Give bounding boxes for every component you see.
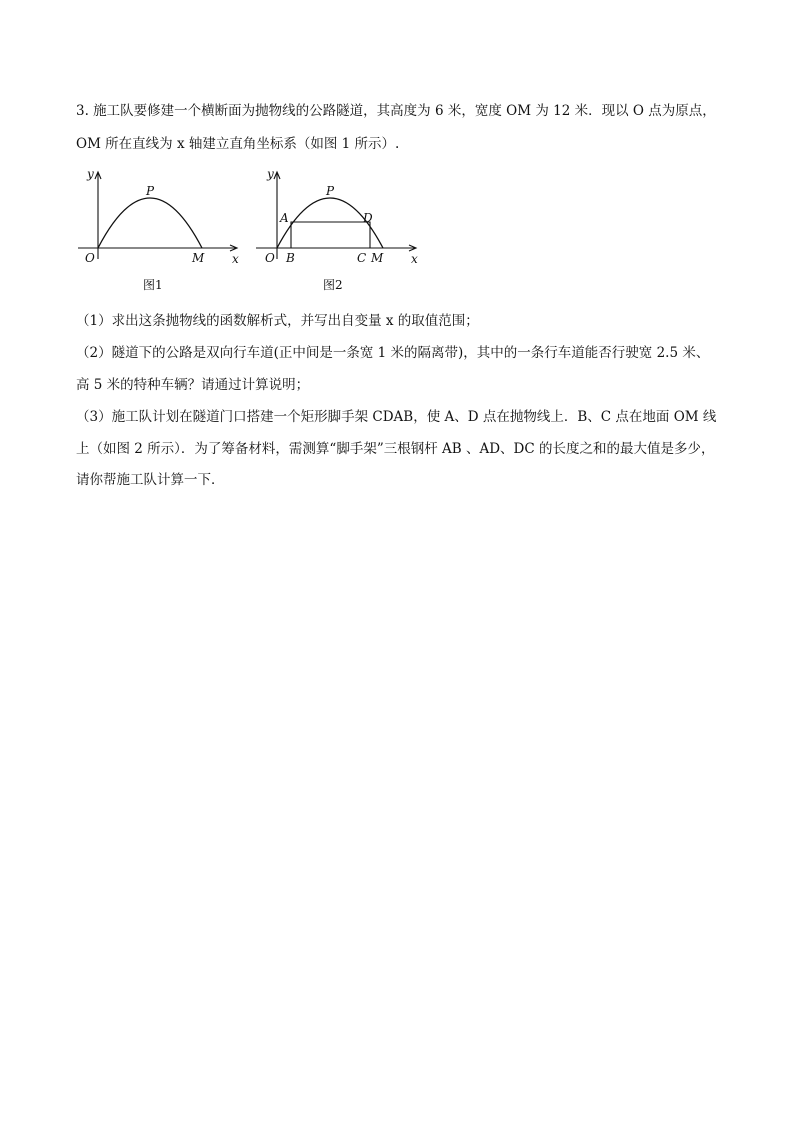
- fig2-caption: 图2: [323, 278, 343, 292]
- fig2-label-x: x: [411, 252, 418, 266]
- fig1-label-origin: O: [85, 251, 95, 265]
- problem-statement-line-1: 3. 施工队要修建一个横断面为抛物线的公路隧道，其高度为 6 米，宽度 OM 为 12 米．现以 O 点为原点，: [76, 103, 716, 119]
- question-2-line-2: 高 5 米的特种车辆？请通过计算说明；: [76, 377, 310, 393]
- question-2-line-1: （2）隧道下的公路是双向行车道(正中间是一条宽 1 米的隔离带)，其中的一条行车道能否行驶宽 2.5 米、: [76, 345, 710, 361]
- fig2-label-end: M: [371, 251, 384, 265]
- fig2-label-origin: O: [265, 251, 275, 265]
- fig2-label-vertex: P: [326, 184, 335, 198]
- question-3-line-1: （3）施工队计划在隧道门口搭建一个矩形脚手架 CDAB，使 A、D 点在抛物线上．B、C 点在地面 OM 线: [76, 409, 717, 425]
- question-3-line-2: 上（如图 2 所示）．为了筹备材料，需测算“脚手架”三根钢杆 AB 、AD、DC 的长度之和的最大值是多少，: [76, 441, 715, 457]
- fig2-label-A: A: [280, 211, 289, 225]
- fig2-label-C: C: [357, 251, 367, 265]
- question-3-line-3: 请你帮施工队计算一下．: [76, 472, 225, 488]
- fig1-label-vertex: P: [146, 184, 155, 198]
- fig2-label-y: y: [267, 167, 274, 181]
- question-1: （1）求出这条抛物线的函数解析式，并写出自变量 x 的取值范围；: [76, 313, 479, 329]
- fig2-label-B: B: [286, 251, 295, 265]
- fig2-label-D: D: [363, 211, 373, 225]
- fig1-caption: 图1: [143, 278, 163, 292]
- fig1-label-end: M: [192, 251, 205, 265]
- figure-1: [70, 165, 245, 295]
- fig1-label-x: x: [232, 252, 239, 266]
- fig1-parabola: [98, 198, 202, 248]
- problem-statement-line-2: OM 所在直线为 x 轴建立直角坐标系（如图 1 所示）.: [76, 136, 400, 152]
- fig2-scaffold-rectangle: [291, 222, 370, 248]
- figure-2: [250, 165, 425, 295]
- fig1-label-y: y: [87, 167, 94, 181]
